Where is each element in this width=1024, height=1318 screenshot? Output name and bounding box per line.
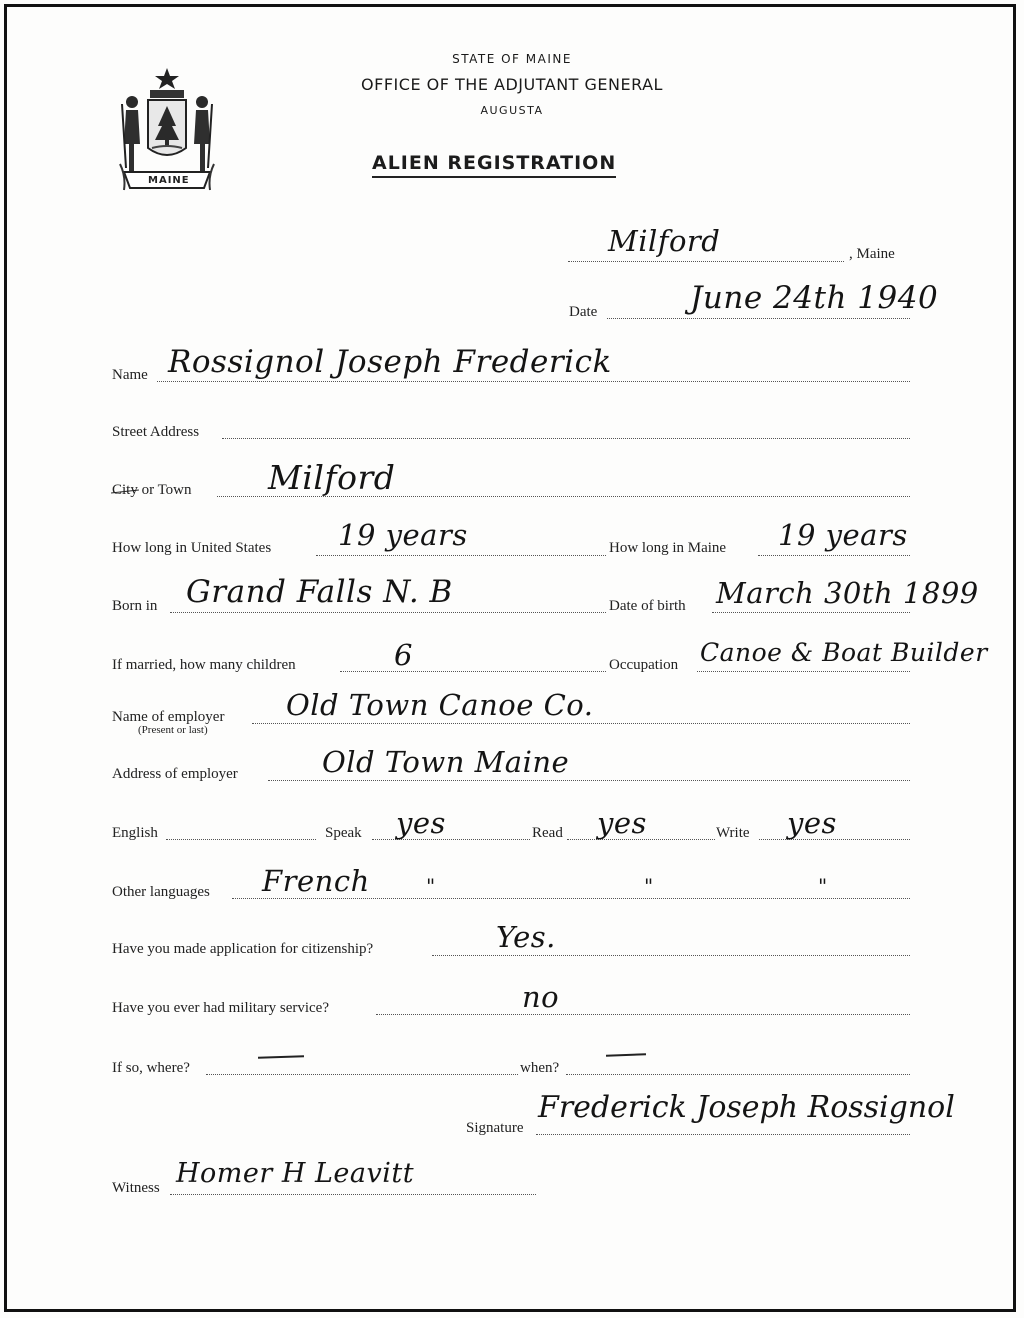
other-languages-line	[232, 898, 910, 899]
employer-address-line	[268, 780, 910, 781]
military-line	[376, 1014, 910, 1015]
dob-line	[712, 612, 910, 613]
military-value: no	[522, 980, 560, 1014]
when-label: when?	[520, 1060, 560, 1076]
employer-address-value: Old Town Maine	[322, 745, 570, 779]
form-title: ALIEN REGISTRATION	[372, 152, 616, 178]
where-line	[206, 1074, 518, 1075]
english-line-1	[166, 839, 316, 840]
header-office: OFFICE OF THE ADJUTANT GENERAL	[361, 75, 663, 94]
english-label: English	[112, 825, 158, 841]
name-value: Rossignol Joseph Frederick	[168, 344, 612, 380]
town-top-value: Milford	[608, 224, 721, 258]
city-struck-label: City	[112, 482, 138, 498]
signature-line	[536, 1134, 910, 1135]
date-value: June 24th 1940	[690, 280, 939, 316]
how-long-maine-value: 19 years	[778, 518, 908, 552]
speak-value: yes	[396, 806, 446, 840]
born-in-value: Grand Falls N. B	[186, 574, 453, 610]
witness-line	[170, 1194, 536, 1195]
other-language-value: French	[262, 864, 370, 898]
dob-label: Date of birth	[609, 598, 686, 614]
occupation-value: Canoe & Boat Builder	[700, 638, 988, 667]
how-long-maine-line	[758, 555, 910, 556]
how-long-us-label: How long in United States	[112, 540, 272, 556]
other-write-ditto: "	[818, 874, 828, 898]
employer-line	[252, 723, 910, 724]
employer-address-label: Address of employer	[112, 766, 238, 782]
signature-label: Signature	[466, 1120, 524, 1136]
born-in-label: Born in	[112, 598, 158, 614]
seal-banner-text: MAINE	[148, 175, 190, 186]
children-value: 6	[394, 638, 413, 672]
if-so-where-label: If so, where?	[112, 1060, 190, 1076]
how-long-maine-label: How long in Maine	[609, 540, 727, 556]
dob-value: March 30th 1899	[716, 576, 979, 610]
town-value: Milford	[268, 458, 396, 497]
how-long-us-line	[316, 555, 606, 556]
employer-note: (Present or last)	[138, 724, 208, 736]
witness-value: Homer H Leavitt	[176, 1158, 415, 1189]
citizenship-line	[432, 955, 910, 956]
street-label: Street Address	[112, 424, 200, 440]
town-top-line	[568, 261, 844, 262]
speak-label: Speak	[325, 825, 362, 841]
header-city: AUGUSTA	[480, 104, 544, 117]
other-languages-label: Other languages	[112, 884, 210, 900]
name-line	[157, 381, 910, 382]
occupation-line	[697, 671, 910, 672]
occupation-label: Occupation	[609, 657, 679, 673]
state-suffix-label: , Maine	[849, 246, 895, 262]
write-label: Write	[716, 825, 750, 841]
date-line	[607, 318, 910, 319]
header-state: STATE OF MAINE	[452, 52, 572, 66]
citizenship-label: Have you made application for citizenship?	[112, 941, 374, 957]
read-label: Read	[532, 825, 563, 841]
street-line	[222, 438, 910, 439]
signature-value: Frederick Joseph Rossignol	[538, 1090, 955, 1125]
born-in-line	[170, 612, 606, 613]
city-town-label	[112, 482, 192, 499]
employer-value: Old Town Canoe Co.	[286, 688, 594, 722]
date-label: Date	[569, 304, 598, 320]
citizenship-value: Yes.	[496, 920, 556, 954]
how-long-us-value: 19 years	[338, 518, 468, 552]
witness-label: Witness	[112, 1180, 160, 1196]
employer-label: Name of employer	[112, 709, 225, 725]
read-value: yes	[597, 806, 647, 840]
or-town-label: or Town	[141, 482, 192, 498]
children-label: If married, how many children	[112, 657, 296, 673]
other-read-ditto: "	[644, 874, 654, 898]
children-line	[340, 671, 606, 672]
write-value: yes	[787, 806, 837, 840]
name-label: Name	[112, 367, 148, 383]
other-speak-ditto: "	[426, 874, 436, 898]
military-label: Have you ever had military service?	[112, 1000, 329, 1016]
when-line	[566, 1074, 910, 1075]
